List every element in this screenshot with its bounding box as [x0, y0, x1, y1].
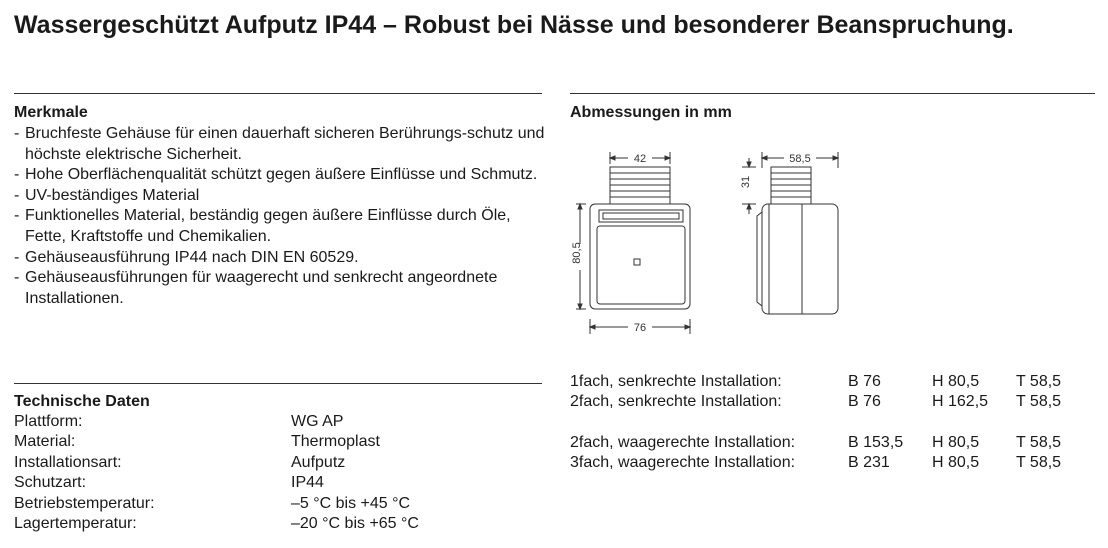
table-row: [14, 473, 474, 493]
tech-label: Material:: [14, 433, 76, 451]
technical-rule: [14, 383, 542, 384]
dimensions-rule: [570, 93, 1095, 94]
feature-item: - Gehäuseausführung IP44 nach DIN EN 60529.: [14, 248, 359, 266]
table-row: [14, 412, 474, 432]
label-front-top-width: 42: [633, 153, 647, 165]
label-front-height: 80,5: [571, 242, 583, 264]
feature-item: - Hohe Oberflächenqualität schützt gegen äußere Einflüsse und Schmutz.: [14, 166, 538, 184]
tech-label: Plattform:: [14, 413, 83, 430]
feature-item: - UV-beständiges Material: [14, 186, 200, 204]
table-row: 2fach, senkrechte Installation: B 76 H 162,5 T 58,5: [570, 393, 1062, 411]
dimensions-heading: Abmessungen in mm: [570, 104, 732, 121]
feature-item: - Bruchfeste Gehäuse für einen dauerhaft sicheren Berührungs-schutz und höchste elektrische Sicherheit.: [14, 125, 545, 163]
tech-value: –20 °C bis +65 °C: [291, 515, 419, 533]
table-row: [14, 494, 474, 514]
tech-label: Lagertemperatur:: [14, 515, 137, 533]
label-side-depth: 58,5: [789, 153, 811, 165]
tech-label: Schutzart:: [14, 474, 87, 492]
tech-label: Installationsart:: [14, 453, 122, 471]
dimensions-table: [570, 372, 1061, 473]
tech-value: Aufputz: [291, 453, 346, 471]
features-heading: Merkmale: [14, 104, 88, 121]
table-row: 3fach, waagerechte Installation: B 231 H 80,5 T 58,5: [570, 453, 1062, 471]
table-row: [14, 432, 474, 452]
features-list: [14, 124, 554, 309]
tech-value: Thermoplast: [291, 433, 380, 451]
table-row: 2fach, waagerechte Installation: B 153,5 H 80,5 T 58,5: [570, 433, 1062, 451]
feature-item: - Gehäuseausführungen für waagerecht und senkrecht angeordnete Installationen.: [14, 269, 498, 307]
features-rule: [14, 93, 542, 94]
label-front-width: 76: [633, 322, 647, 334]
table-row: [14, 514, 474, 534]
table-row: [14, 453, 474, 473]
dimension-drawing: [566, 140, 866, 340]
side-view: [742, 152, 838, 314]
tech-value: –5 °C bis +45 °C: [291, 494, 411, 512]
front-view: [576, 152, 690, 334]
page-title: Wassergeschützt Aufputz IP44 – Robust bei Nässe und besonderer Beanspruchung.: [14, 11, 1014, 39]
tech-value: IP44: [291, 474, 324, 492]
technical-data-table: [14, 412, 474, 534]
tech-label: Betriebstemperatur:: [14, 494, 155, 512]
feature-item: - Funktionelles Material, beständig gegen äußere Einflüsse durch Öle, Fette, Kraftstoffe und Chemikalien.: [14, 207, 511, 245]
label-side-cap-height: 31: [740, 175, 752, 189]
table-spacer: [570, 413, 1061, 433]
table-row: 1fach, senkrechte Installation: B 76 H 80,5 T 58,5: [570, 373, 1062, 390]
tech-value: WG AP: [291, 413, 344, 430]
technical-heading: Technische Daten: [14, 393, 150, 410]
